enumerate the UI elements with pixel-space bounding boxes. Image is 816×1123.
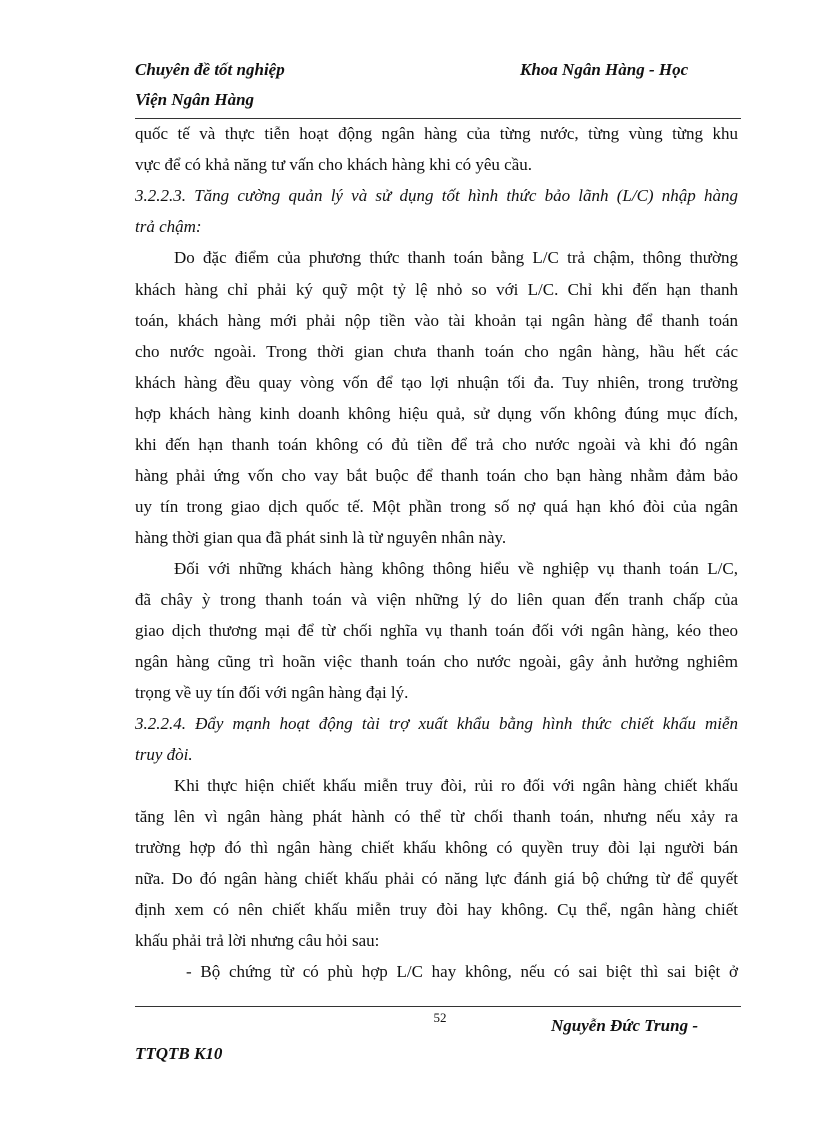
- body-line: hàng phải ứng vốn cho vay bắt buộc để thanh toán cho bạn hàng nhằm đảm bảo: [135, 466, 738, 485]
- header-right: Khoa Ngân Hàng - Học: [520, 60, 689, 79]
- body-line: đã chây ỳ trong thanh toán và viện những lý do liên quan đến tranh chấp của: [135, 590, 738, 609]
- body-line: nữa. Do đó ngân hàng chiết khấu phải có năng lực đánh giá bộ chứng từ để quyết: [135, 869, 738, 888]
- body-line: khấu phải trả lời nhưng câu hỏi sau:: [135, 931, 380, 950]
- body-line: ngân hàng cũng trì hoãn việc thanh toán cho nước ngoài, gây ảnh hưởng nghiêm: [135, 652, 738, 671]
- section-heading: 3.2.2.3. Tăng cường quản lý và sử dụng tốt hình thức bảo lãnh (L/C) nhập hàng: [135, 186, 738, 205]
- body-line: vực để có khả năng tư vấn cho khách hàng khi có yêu cầu.: [135, 155, 533, 174]
- section-heading: 3.2.2.4. Đẩy mạnh hoạt động tài trợ xuất khẩu bằng hình thức chiết khấu miễn: [135, 714, 738, 733]
- body-line: hợp khách hàng kinh doanh không hiệu quả, sử dụng vốn không đúng mục đích,: [135, 404, 738, 423]
- body-line: định xem có nên chiết khấu miễn truy đòi hay không. Cụ thể, ngân hàng chiết: [135, 900, 738, 919]
- body-line: quốc tế và thực tiễn hoạt động ngân hàng của từng nước, từng vùng từng khu: [135, 124, 738, 143]
- section-heading: trả chậm:: [135, 217, 202, 236]
- body-line: hàng thời gian qua đã phát sinh là từ nguyên nhân này.: [135, 528, 507, 547]
- header-rule: [135, 118, 741, 119]
- body-line: cho nước ngoài. Trong thời gian chưa thanh toán cho ngân hàng, hầu hết các: [135, 342, 738, 361]
- bullet-line: - Bộ chứng từ có phù hợp L/C hay không, nếu có sai biệt thì sai biệt ở: [186, 962, 738, 981]
- footer-class: TTQTB K10: [135, 1044, 223, 1063]
- body-line: giao dịch thương mại để từ chối nghĩa vụ thanh toán đối với ngân hàng, kéo theo: [135, 621, 738, 640]
- body-line: tăng lên vì ngân hàng phát hành có thể từ chối thanh toán, nhưng nếu xảy ra: [135, 807, 738, 826]
- page-number: 52: [433, 1010, 447, 1025]
- header-second: Viện Ngân Hàng: [135, 90, 255, 109]
- body-line: khách hàng chỉ phải ký quỹ một tỷ lệ nhỏ so với L/C. Chỉ khi đến hạn thanh: [135, 280, 738, 299]
- body-line: khách hàng đều quay vòng vốn để tạo lợi nhuận tối đa. Tuy nhiên, trong trường: [135, 373, 738, 392]
- body-line: toán, khách hàng mới phải nộp tiền vào tài khoản tại ngân hàng để thanh toán: [135, 311, 738, 330]
- body-line: uy tín trong giao dịch quốc tế. Một phần trong số nợ quá hạn khó đòi của ngân: [135, 497, 738, 516]
- footer-author: Nguyễn Đức Trung -: [551, 1016, 698, 1035]
- body-line: Đối với những khách hàng không thông hiểu về nghiệp vụ thanh toán L/C,: [174, 559, 738, 578]
- body-line: trọng về uy tín đối với ngân hàng đại lý.: [135, 683, 409, 702]
- body-line: trường hợp đó thì ngân hàng chiết khấu không có quyền truy đòi lại người bán: [135, 838, 738, 857]
- body-line: khi đến hạn thanh toán không có đủ tiền để trả cho nước ngoài và khi đó ngân: [135, 435, 738, 454]
- footer-rule: [135, 1006, 741, 1007]
- body-line: Khi thực hiện chiết khấu miễn truy đòi, rủi ro đối với ngân hàng chiết khấu: [174, 776, 738, 795]
- section-heading: truy đòi.: [135, 745, 193, 764]
- header-left: Chuyên đề tốt nghiệp: [135, 60, 285, 79]
- body-line: Do đặc điểm của phương thức thanh toán bằng L/C trả chậm, thông thường: [174, 248, 738, 267]
